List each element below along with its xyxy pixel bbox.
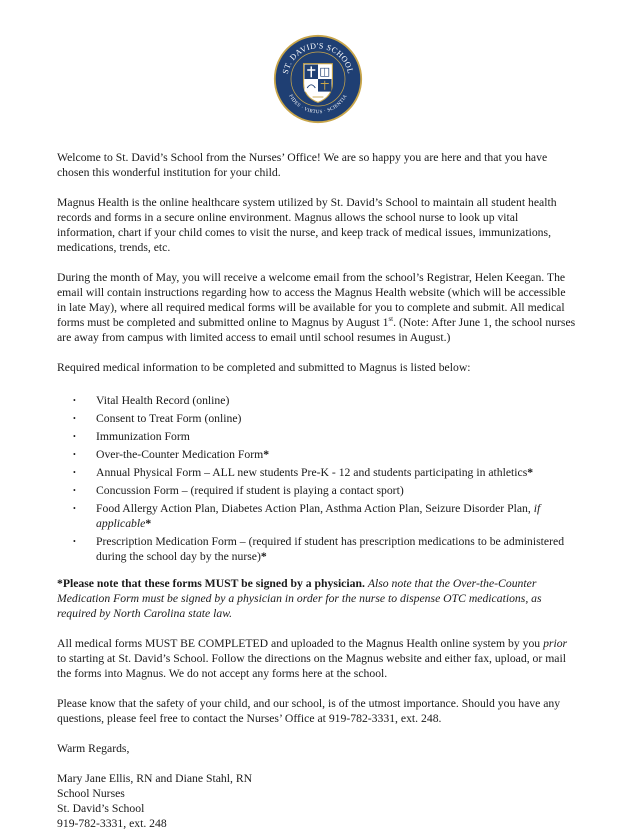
physician-note-italic: Also note that the Over-the-Counter Medication Form must be signed by a physician in order for the nurse to dispense OTC medications, as required by North Carolina state law. <box>57 577 542 620</box>
bullet-icon: • <box>73 414 76 423</box>
form-action-plans: Food Allergy Action Plan, Diabetes Action Plan, Asthma Action Plan, Seizure Disorder Plan, <box>96 502 531 515</box>
completion-text-part2: to starting at St. David’s School. Follow the directions on the Magnus website and either fax, upload, or mail the forms into Magnus. We do not accept any forms here at the school. <box>57 652 566 680</box>
form-otc-medication: Over-the-Counter Medication Form <box>96 448 264 461</box>
bullet-icon: • <box>73 486 76 495</box>
form-consent-to-treat: Consent to Treat Form (online) <box>96 412 242 425</box>
may-text-part1: During the month of May, you will receive a welcome email from the school’s Registrar, Helen Keegan. The email will contain instructions regarding how to access the Magnus Health website (which will be accessible in late May), where all required medical forms will be available for you to complete and submit. All medical forms must be completed and submitted online to Magnus by August 1 <box>57 271 566 329</box>
physician-required-star: * <box>527 466 534 479</box>
completion-paragraph <box>57 636 577 681</box>
bullet-icon: • <box>73 468 76 477</box>
form-annual-physical: Annual Physical Form – ALL new students Pre-K - 12 and students participating in athletics <box>96 466 528 479</box>
logo-ring-text-bottom: FIDES · VIRTUS · SCIENTIA <box>287 94 349 116</box>
bullet-icon: • <box>73 537 76 546</box>
prior-emphasis: prior <box>543 637 568 650</box>
bullet-icon: • <box>73 450 76 459</box>
physician-required-star: * <box>260 550 267 563</box>
required-intro-paragraph: Required medical information to be completed and submitted to Magnus is listed below: <box>57 361 471 374</box>
safety-paragraph: Please know that the safety of your child, and our school, is of the utmost importance. Should you have any questions, please feel free to contact the Nurses’ Office at 919-782-3331, ext. 248. <box>57 697 561 725</box>
list-item <box>57 447 577 462</box>
if-applicable-note: if applicable <box>96 502 541 530</box>
signature-phone: 919-782-3331, ext. 248 <box>57 817 167 830</box>
physician-required-star: * <box>145 517 152 530</box>
signature-names: Mary Jane Ellis, RN and Diane Stahl, RN <box>57 772 253 785</box>
physician-required-star: * <box>263 448 270 461</box>
magnus-intro-paragraph: Magnus Health is the online healthcare system utilized by St. David’s School to maintain all student health records and forms in a secure online environment. Magnus allows the school nurse to look up vital information, chart if your child comes to visit the nurse, and keep track of medical issues, immunizations, medications, trends, etc. <box>57 196 557 254</box>
physician-note-bold: *Please note that these forms MUST be signed by a physician. <box>57 577 365 590</box>
bullet-icon: • <box>73 432 76 441</box>
letter-body <box>57 150 577 831</box>
form-vital-health-record: Vital Health Record (online) <box>96 394 230 407</box>
bullet-icon: • <box>73 396 76 405</box>
may-instructions-paragraph <box>57 270 577 345</box>
form-immunization: Immunization Form <box>96 430 190 443</box>
may-text-part2: . (Note: After June 1, the school nurses are away from campus with limited access to email until school resumes in August.) <box>57 316 576 344</box>
bullet-icon: • <box>73 504 76 513</box>
list-item <box>57 393 577 408</box>
list-item <box>57 465 577 480</box>
list-item <box>57 483 577 498</box>
signature-title: School Nurses <box>57 787 125 800</box>
list-item <box>57 429 577 444</box>
completion-text-part1: All medical forms MUST BE COMPLETED and uploaded to the Magnus Health online system by you <box>57 637 541 650</box>
school-crest-logo <box>273 34 363 124</box>
form-concussion: Concussion Form – (required if student is playing a contact sport) <box>96 484 404 497</box>
physician-note-paragraph <box>57 576 577 621</box>
list-item <box>57 534 577 564</box>
required-forms-list <box>57 393 577 564</box>
date-superscript: st <box>388 315 394 324</box>
list-item <box>57 501 577 531</box>
signature-school: St. David’s School <box>57 802 145 815</box>
signature-block <box>57 771 577 831</box>
closing-line: Warm Regards, <box>57 742 130 755</box>
form-prescription-medication: Prescription Medication Form – (required if student has prescription medications to be administered during the school day by the nurse) <box>96 535 565 563</box>
list-item <box>57 411 577 426</box>
intro-paragraph: Welcome to St. David’s School from the Nurses’ Office! We are so happy you are here and that you have chosen this wonderful institution for your child. <box>57 151 548 179</box>
logo-ring-text-top: ST. DAVID'S SCHOOL <box>280 41 356 75</box>
